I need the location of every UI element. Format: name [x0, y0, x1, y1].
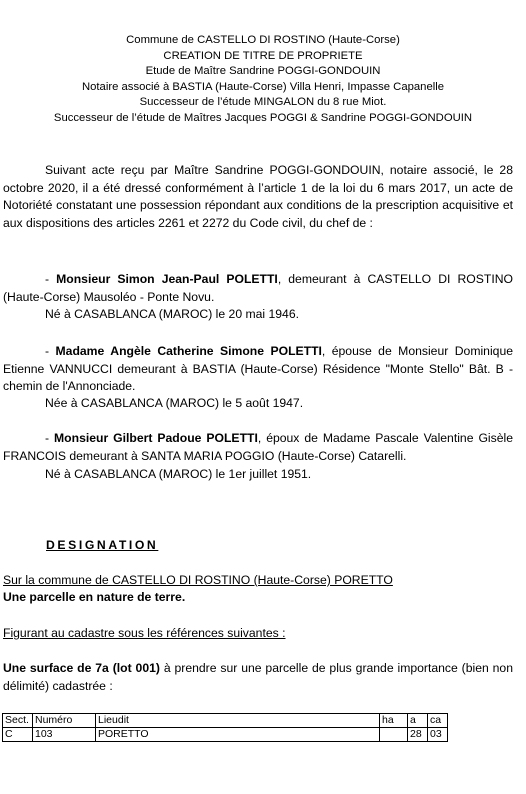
person-2-birth: Née à CASABLANCA (MAROC) le 5 août 1947. [45, 396, 304, 410]
surface-rest: à prendre sur une parcelle de plus grande importance (bien non délimité) cadastrée : [3, 661, 513, 693]
person-1-address: , demeurant à CASTELLO DI ROSTINO (Haute-Corse) Mausoléo - Ponte Novu. [3, 272, 513, 304]
person-2-address: , épouse de Monsieur Dominique Etienne VANNUCCI demeurant à BASTIA (Haute-Corse) Résidence "Monte Stello" Bât. B - chemin de l'Annonciade. [3, 344, 513, 393]
person-1-paragraph [3, 271, 513, 306]
person-1-birth: Né à CASABLANCA (MAROC) le 20 mai 1946. [45, 307, 300, 321]
person-3-prefix: - [45, 431, 55, 445]
cell-ha [380, 728, 408, 742]
document-title: CREATION DE TITRE DE PROPRIETE [163, 49, 363, 62]
person-3-birth: Né à CASABLANCA (MAROC) le 1er juillet 1951. [45, 467, 312, 481]
col-ha: ha [380, 714, 408, 728]
col-lieudit: Lieudit [96, 714, 380, 728]
person-2-paragraph [3, 343, 513, 396]
commune-title: Commune de CASTELLO DI ROSTINO (Haute-Corse) [126, 34, 400, 46]
person-3-name: Monsieur Gilbert Padoue POLETTI [54, 431, 258, 445]
table-row [3, 728, 448, 742]
notaire-line: Notaire associé à BASTIA (Haute-Corse) Villa Henri, Impasse Capanelle [81, 80, 445, 93]
successeur-line-2: Successeur de l’étude de Maîtres Jacques POGGI & Sandrine POGGI-GONDOUIN [53, 111, 473, 124]
col-numero: Numéro [33, 714, 96, 728]
person-1-name: Monsieur Simon Jean-Paul POLETTI [56, 272, 278, 286]
document-header [0, 33, 526, 126]
cell-sect: C [3, 728, 33, 742]
cadastre-intro-text: Figurant au cadastre sous les références suivantes : [3, 626, 286, 640]
commune-location-line [3, 572, 393, 590]
person-2-name: Madame Angèle Catherine Simone POLETTI [55, 344, 322, 358]
col-ca: ca [428, 714, 448, 728]
person-1-prefix: - [45, 272, 57, 286]
successeur-line-1: Successeur de l’étude MINGALON du 8 rue Miot. [139, 96, 387, 108]
parcelle-nature: Une parcelle en nature de terre. [3, 590, 186, 604]
person-3-paragraph [3, 430, 513, 465]
col-a: a [408, 714, 428, 728]
cadastre-intro-line [3, 625, 286, 643]
commune-location-text: Sur la commune de CASTELLO DI ROSTINO (Haute-Corse) PORETTO [3, 573, 393, 587]
designation-heading: DESIGNATION [46, 538, 159, 552]
cell-numero: 103 [33, 728, 96, 742]
surface-paragraph [3, 660, 513, 695]
cell-lieudit: PORETTO [96, 728, 380, 742]
cell-a: 28 [408, 728, 428, 742]
intro-paragraph: Suivant acte reçu par Maître Sandrine POGGI-GONDOUIN, notaire associé, le 28 octobre 2020, il a été dressé conformément à l’article 1 de la loi du 6 mars 2017, un acte de Notoriété constatant une possession répondant aux conditions de la prescription acquisitive et aux dispositions des articles 2261 et 2272 du Code civil, du chef de : [3, 163, 513, 230]
col-sect: Sect. [3, 714, 33, 728]
cadastre-table [2, 713, 448, 742]
etude-line: Etude de Maître Sandrine POGGI-GONDOUIN [145, 65, 381, 77]
cell-ca: 03 [428, 728, 448, 742]
cadastre-header-row [3, 714, 448, 728]
person-2-prefix: - [45, 344, 56, 358]
person-3-address: , époux de Madame Pascale Valentine Gisèle FRANCOIS demeurant à SANTA MARIA POGGIO (Haute-Corse) Catarelli. [3, 431, 513, 463]
surface-bold: Une surface de 7a (lot 001) [3, 661, 160, 675]
